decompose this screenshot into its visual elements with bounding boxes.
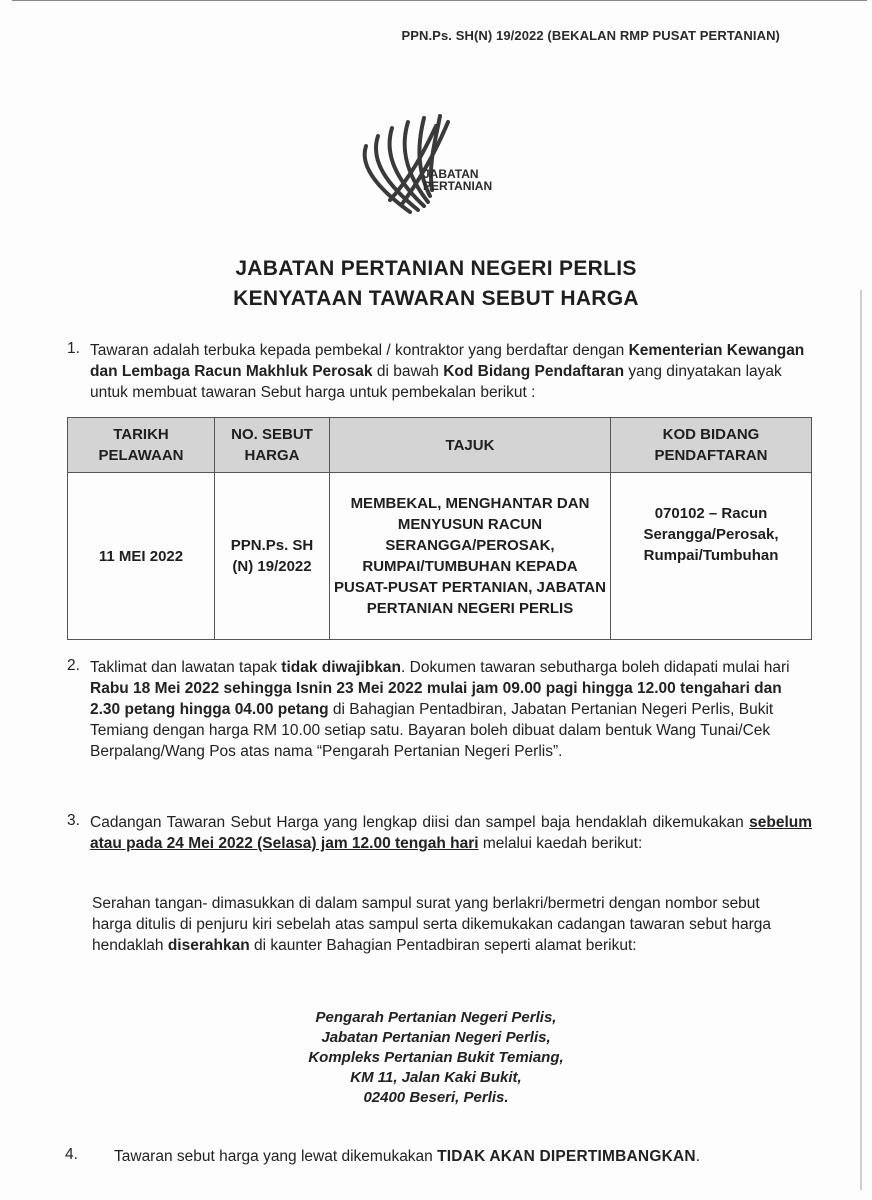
section-4-text-a: Tawaran sebut harga yang lewat dikemukakan xyxy=(114,1148,438,1165)
section-4-number: 4. xyxy=(65,1146,78,1163)
table-row xyxy=(68,473,812,640)
section-4-text xyxy=(114,1146,814,1167)
tender-table xyxy=(67,417,812,640)
section-4-text-b: . xyxy=(695,1148,701,1165)
table-header-row xyxy=(68,418,812,473)
section-1-bold-a: Kementerian Kewangan dan Lembaga Racun Makhluk Perosak xyxy=(90,342,805,380)
header-number: NO. SEBUT HARGA xyxy=(215,418,330,473)
section-3-text-a: Cadangan Tawaran Sebut Harga yang lengkap diisi dan sampel baja hendaklah dikemukakan xyxy=(90,814,750,831)
section-1-text-b: di bawah xyxy=(372,363,444,380)
section-2-text xyxy=(90,657,812,762)
address-line-3: Kompleks Pertanian Bukit Temiang, xyxy=(308,1049,564,1066)
header-code: KOD BIDANG PENDAFTARAN xyxy=(611,418,812,473)
section-2-text-c: di Bahagian Pentadbiran, Jabatan Pertanian Negeri Perlis, Bukit Temiang dengan harga RM 10.00 setiap satu. Bayaran boleh dibuat dalam bentuk Wang Tunai/Cek Berpalang/Wang Pos atas nama “Pengarah Pertanian Negeri Perlis”. xyxy=(90,701,774,760)
section-3-sub-text-b: di kaunter Bahagian Pentadbiran seperti alamat berikut: xyxy=(249,937,637,954)
cell-code: 070102 – Racun Serangga/Perosak, Rumpai/Tumbuhan xyxy=(611,473,812,640)
section-2-text-a: Taklimat dan lawatan tapak xyxy=(90,659,282,676)
section-3-number: 3. xyxy=(67,812,80,829)
cell-number: PPN.Ps. SH (N) 19/2022 xyxy=(215,473,330,640)
section-3-text xyxy=(90,812,812,854)
logo-text-line1: JABATAN xyxy=(423,167,479,181)
header-date: TARIKH PELAWAAN xyxy=(68,418,215,473)
section-2-bold-b: Rabu 18 Mei 2022 sehingga Isnin 23 Mei 2022 mulai jam 09.00 pagi hingga 12.00 tengahari dan 2.30 petang hingga 04.00 petang xyxy=(90,680,782,718)
section-3-subtext xyxy=(92,893,802,956)
page-subtitle: KENYATAAN TAWARAN SEBUT HARGA xyxy=(233,287,639,310)
section-3-text-b: melalui kaedah berikut: xyxy=(478,835,643,852)
section-3-sub-bold: diserahkan xyxy=(167,937,250,954)
section-1-bold-b: Kod Bidang Pendaftaran xyxy=(443,363,625,380)
section-1-number: 1. xyxy=(67,340,80,357)
section-2-bold-a: tidak diwajibkan xyxy=(281,659,402,676)
section-1-text-a: Tawaran adalah terbuka kepada pembekal / kontraktor yang berdaftar dengan xyxy=(90,342,629,359)
address-block xyxy=(0,1008,872,1108)
logo-text-line2: PERTANIAN xyxy=(423,179,493,193)
address-line-1: Pengarah Pertanian Negeri Perlis, xyxy=(315,1009,557,1026)
address-line-4: KM 11, Jalan Kaki Bukit, xyxy=(350,1069,522,1086)
section-1-text-c: yang dinyatakan layak untuk membuat tawaran Sebut harga untuk pembekalan berikut : xyxy=(90,363,782,401)
header-title: TAJUK xyxy=(330,418,611,473)
section-2-text-b: . Dokumen tawaran sebutharga boleh didapati mulai hari xyxy=(401,659,790,676)
logo-text xyxy=(423,168,492,192)
section-3-sub-text-a: Serahan tangan- dimasukkan di dalam sampul surat yang berlakri/bermetri dengan nombor sebut harga ditulis di penjuru kiri sebelah atas sampul serta dikemukakan cadangan tawaran sebut harga hendaklah xyxy=(92,895,771,954)
page-title: JABATAN PERTANIAN NEGERI PERLIS xyxy=(235,257,637,280)
scan-edge xyxy=(12,0,867,5)
cell-date: 11 MEI 2022 xyxy=(68,473,215,640)
cell-title: MEMBEKAL, MENGHANTAR DAN MENYUSUN RACUN SERANGGA/PEROSAK, RUMPAI/TUMBUHAN KEPADA PUSAT-PUSAT PERTANIAN, JABATAN PERTANIAN NEGERI PERLIS xyxy=(330,473,611,640)
reference-number: PPN.Ps. SH(N) 19/2022 (BEKALAN RMP PUSAT PERTANIAN) xyxy=(401,28,780,43)
address-line-5: 02400 Beseri, Perlis. xyxy=(363,1089,509,1106)
address-line-2: Jabatan Pertanian Negeri Perlis, xyxy=(321,1029,551,1046)
section-4-bold-a: TIDAK AKAN DIPERTIMBANGKAN xyxy=(437,1148,696,1165)
section-1-text xyxy=(90,340,812,403)
section-3-bold-a: sebelum atau pada 24 Mei 2022 (Selasa) jam 12.00 tengah hari xyxy=(90,814,812,852)
section-2-number: 2. xyxy=(67,657,80,674)
